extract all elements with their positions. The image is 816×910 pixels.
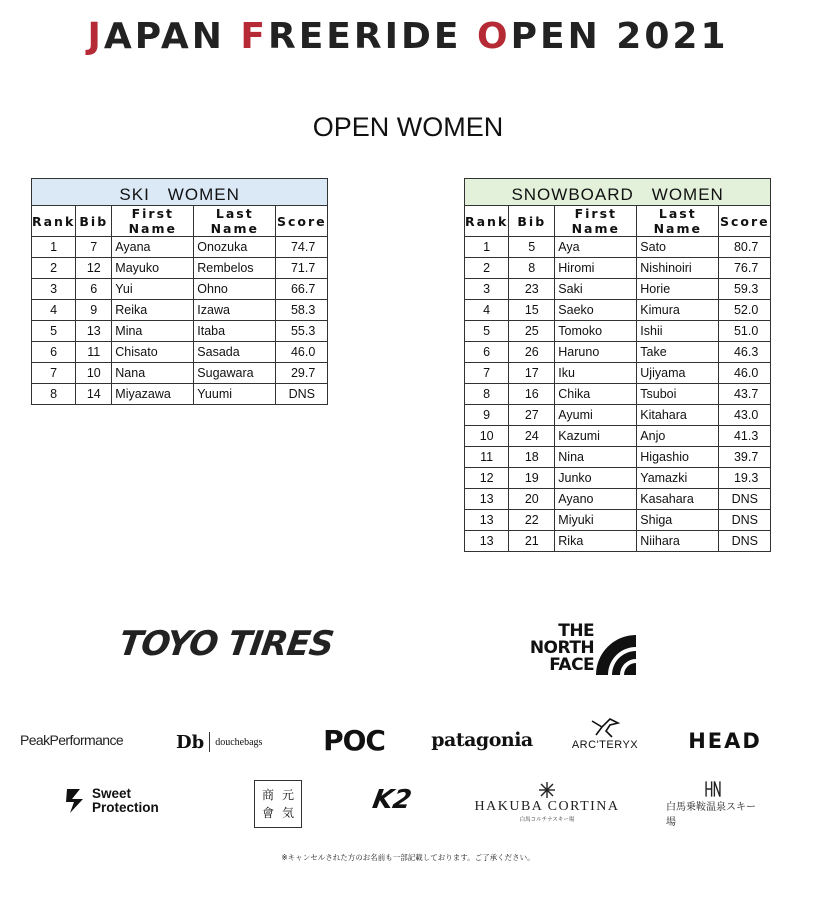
last-name-cell: Onozuka bbox=[194, 237, 276, 258]
score-cell: 39.7 bbox=[719, 447, 771, 468]
first-name-cell: Haruno bbox=[555, 342, 637, 363]
rank-cell: 1 bbox=[32, 237, 76, 258]
score-cell: 66.7 bbox=[276, 279, 328, 300]
cancellation-note: ※キャンセルされた方のお名前も一部記載しております。ご了承ください。 bbox=[281, 853, 535, 862]
col-last-name: Last Name bbox=[194, 206, 276, 237]
table-row bbox=[465, 510, 771, 531]
first-name-cell: Tomoko bbox=[555, 321, 637, 342]
head-logo: HEAD bbox=[688, 729, 762, 753]
table-row bbox=[465, 405, 771, 426]
bib-cell: 5 bbox=[509, 237, 555, 258]
rank-cell: 5 bbox=[32, 321, 76, 342]
rank-cell: 7 bbox=[32, 363, 76, 384]
last-name-cell: Horie bbox=[637, 279, 719, 300]
first-name-cell: Aya bbox=[555, 237, 637, 258]
first-name-cell: Mina bbox=[112, 321, 194, 342]
last-name-cell: Niihara bbox=[637, 531, 719, 552]
rank-cell: 1 bbox=[465, 237, 509, 258]
score-cell: 46.3 bbox=[719, 342, 771, 363]
first-name-cell: Nana bbox=[112, 363, 194, 384]
last-name-cell: Higashio bbox=[637, 447, 719, 468]
bib-cell: 25 bbox=[509, 321, 555, 342]
last-name-cell: Anjo bbox=[637, 426, 719, 447]
table-row bbox=[465, 279, 771, 300]
bib-cell: 22 bbox=[509, 510, 555, 531]
hakuba-cortina-logo bbox=[474, 778, 620, 826]
sweet-protection-wordmark bbox=[92, 787, 159, 815]
col-first-name: First Name bbox=[112, 206, 194, 237]
bib-cell: 26 bbox=[509, 342, 555, 363]
hakuba-norikura-wordmark: 白馬乗鞍温泉スキー場 bbox=[666, 802, 756, 828]
score-cell: 51.0 bbox=[719, 321, 771, 342]
seal-char: 會 bbox=[261, 806, 274, 820]
bib-cell: 6 bbox=[76, 279, 112, 300]
rank-cell: 4 bbox=[32, 300, 76, 321]
first-name-cell: Reika bbox=[112, 300, 194, 321]
bib-cell: 9 bbox=[76, 300, 112, 321]
score-cell: 43.0 bbox=[719, 405, 771, 426]
bib-cell: 19 bbox=[509, 468, 555, 489]
tnf-wordmark bbox=[529, 620, 595, 675]
score-cell: 76.7 bbox=[719, 258, 771, 279]
table-row bbox=[32, 300, 328, 321]
bib-cell: 24 bbox=[509, 426, 555, 447]
rank-cell: 3 bbox=[465, 279, 509, 300]
table-row bbox=[32, 279, 328, 300]
col-rank: Rank bbox=[465, 206, 509, 237]
snowflake-icon bbox=[538, 781, 556, 799]
first-name-cell: Miyuki bbox=[555, 510, 637, 531]
last-name-cell: Ishii bbox=[637, 321, 719, 342]
ski-table-title: SKI WOMEN bbox=[32, 179, 328, 206]
first-name-cell: Miyazawa bbox=[112, 384, 194, 405]
seal-char: 元 bbox=[281, 788, 294, 802]
bib-cell: 18 bbox=[509, 447, 555, 468]
bib-cell: 12 bbox=[76, 258, 112, 279]
first-name-cell: Chika bbox=[555, 384, 637, 405]
table-row bbox=[465, 321, 771, 342]
the-north-face-logo bbox=[524, 620, 644, 676]
tnf-line-1: THE bbox=[558, 620, 595, 641]
last-name-cell: Rembelos bbox=[194, 258, 276, 279]
rank-cell: 13 bbox=[465, 531, 509, 552]
hn-monogram-icon bbox=[699, 780, 727, 798]
first-name-cell: Junko bbox=[555, 468, 637, 489]
table-row bbox=[32, 258, 328, 279]
score-cell: 29.7 bbox=[276, 363, 328, 384]
rank-cell: 2 bbox=[32, 258, 76, 279]
hakuba-cortina-subtext: 白馬コルチナスキー場 bbox=[519, 817, 575, 823]
first-name-cell: Nina bbox=[555, 447, 637, 468]
score-cell: DNS bbox=[719, 510, 771, 531]
sweet-protection-logo bbox=[64, 786, 176, 816]
seal-char: 商 bbox=[261, 788, 274, 802]
db-mark: Db bbox=[176, 731, 205, 753]
score-cell: 71.7 bbox=[276, 258, 328, 279]
table-row bbox=[465, 363, 771, 384]
table-row bbox=[32, 321, 328, 342]
score-cell: 46.0 bbox=[276, 342, 328, 363]
last-name-cell: Izawa bbox=[194, 300, 276, 321]
score-cell: 59.3 bbox=[719, 279, 771, 300]
col-bib: Bib bbox=[76, 206, 112, 237]
first-name-cell: Saki bbox=[555, 279, 637, 300]
db-wordmark: douchebags bbox=[215, 736, 263, 748]
db-divider bbox=[209, 732, 210, 752]
patagonia-logo: patagonia bbox=[431, 729, 533, 751]
col-first-name: First Name bbox=[555, 206, 637, 237]
rank-cell: 4 bbox=[465, 300, 509, 321]
rank-cell: 13 bbox=[465, 510, 509, 531]
first-name-cell: Ayumi bbox=[555, 405, 637, 426]
last-name-cell: Sato bbox=[637, 237, 719, 258]
first-name-cell: Saeko bbox=[555, 300, 637, 321]
sweet-line-1: Sweet bbox=[92, 786, 132, 801]
score-cell: DNS bbox=[719, 489, 771, 510]
first-name-cell: Iku bbox=[555, 363, 637, 384]
archaeopteryx-icon bbox=[588, 715, 622, 739]
col-last-name: Last Name bbox=[637, 206, 719, 237]
first-name-cell: Ayano bbox=[555, 489, 637, 510]
title-year: 2021 bbox=[616, 16, 729, 57]
score-cell: 46.0 bbox=[719, 363, 771, 384]
bib-cell: 10 bbox=[76, 363, 112, 384]
table-row bbox=[465, 342, 771, 363]
last-name-cell: Kasahara bbox=[637, 489, 719, 510]
col-bib: Bib bbox=[509, 206, 555, 237]
last-name-cell: Yuumi bbox=[194, 384, 276, 405]
arcteryx-logo bbox=[568, 710, 642, 756]
table-row bbox=[465, 489, 771, 510]
table-row bbox=[32, 237, 328, 258]
bib-cell: 16 bbox=[509, 384, 555, 405]
half-dome-icon bbox=[594, 621, 638, 675]
last-name-cell: Sugawara bbox=[194, 363, 276, 384]
rank-cell: 11 bbox=[465, 447, 509, 468]
score-cell: 80.7 bbox=[719, 237, 771, 258]
first-name-cell: Kazumi bbox=[555, 426, 637, 447]
last-name-cell: Nishinoiri bbox=[637, 258, 719, 279]
bib-cell: 8 bbox=[509, 258, 555, 279]
last-name-cell: Itaba bbox=[194, 321, 276, 342]
col-rank: Rank bbox=[32, 206, 76, 237]
snowboard-women-results-table bbox=[464, 178, 771, 552]
rank-cell: 12 bbox=[465, 468, 509, 489]
first-name-cell: Mayuko bbox=[112, 258, 194, 279]
seal-characters bbox=[258, 786, 298, 822]
score-cell: 55.3 bbox=[276, 321, 328, 342]
hakuba-cortina-wordmark: HAKUBA CORTINA bbox=[474, 799, 620, 814]
first-name-cell: Yui bbox=[112, 279, 194, 300]
bib-cell: 14 bbox=[76, 384, 112, 405]
sweet-line-2: Protection bbox=[92, 800, 159, 815]
last-name-cell: Tsuboi bbox=[637, 384, 719, 405]
poc-logo: POC bbox=[323, 723, 385, 757]
first-name-cell: Hiromi bbox=[555, 258, 637, 279]
title-word-2: FREERIDE bbox=[240, 16, 462, 57]
category-title: OPEN WOMEN bbox=[312, 112, 504, 142]
table-row bbox=[465, 468, 771, 489]
table-row bbox=[465, 531, 771, 552]
rank-cell: 7 bbox=[465, 363, 509, 384]
bib-cell: 23 bbox=[509, 279, 555, 300]
score-cell: 19.3 bbox=[719, 468, 771, 489]
table-row bbox=[465, 384, 771, 405]
first-name-cell: Rika bbox=[555, 531, 637, 552]
last-name-cell: Ohno bbox=[194, 279, 276, 300]
rank-cell: 8 bbox=[32, 384, 76, 405]
table-row bbox=[465, 258, 771, 279]
score-cell: 43.7 bbox=[719, 384, 771, 405]
table-row bbox=[465, 300, 771, 321]
title-word-1: JAPAN bbox=[87, 16, 225, 57]
rank-cell: 2 bbox=[465, 258, 509, 279]
bib-cell: 7 bbox=[76, 237, 112, 258]
bib-cell: 20 bbox=[509, 489, 555, 510]
rank-cell: 9 bbox=[465, 405, 509, 426]
peak-performance-logo: PeakPerformance bbox=[20, 732, 124, 748]
sweet-protection-icon bbox=[64, 787, 86, 815]
score-cell: 52.0 bbox=[719, 300, 771, 321]
bib-cell: 13 bbox=[76, 321, 112, 342]
rank-cell: 5 bbox=[465, 321, 509, 342]
rank-cell: 6 bbox=[32, 342, 76, 363]
rank-cell: 6 bbox=[465, 342, 509, 363]
tnf-line-3: FACE bbox=[549, 654, 595, 675]
bib-cell: 17 bbox=[509, 363, 555, 384]
score-cell: 58.3 bbox=[276, 300, 328, 321]
bib-cell: 27 bbox=[509, 405, 555, 426]
last-name-cell: Yamazki bbox=[637, 468, 719, 489]
table-row bbox=[32, 384, 328, 405]
table-row bbox=[465, 426, 771, 447]
first-name-cell: Ayana bbox=[112, 237, 194, 258]
last-name-cell: Ujiyama bbox=[637, 363, 719, 384]
toyo-tires-logo: TOYO TIRES bbox=[116, 624, 336, 664]
arcteryx-wordmark: ARC'TERYX bbox=[571, 739, 639, 751]
last-name-cell: Kimura bbox=[637, 300, 719, 321]
genki-kai-seal-logo bbox=[254, 780, 302, 828]
rank-cell: 10 bbox=[465, 426, 509, 447]
score-cell: 74.7 bbox=[276, 237, 328, 258]
rank-cell: 8 bbox=[465, 384, 509, 405]
table-row bbox=[465, 447, 771, 468]
table-row bbox=[32, 342, 328, 363]
last-name-cell: Shiga bbox=[637, 510, 719, 531]
rank-cell: 13 bbox=[465, 489, 509, 510]
k2-logo: K2 bbox=[370, 785, 414, 815]
tnf-line-2: NORTH bbox=[529, 637, 595, 658]
ski-women-results-table bbox=[31, 178, 328, 405]
douchebags-logo bbox=[176, 730, 276, 754]
first-name-cell: Chisato bbox=[112, 342, 194, 363]
score-cell: DNS bbox=[276, 384, 328, 405]
table-row bbox=[465, 237, 771, 258]
col-score: Score bbox=[276, 206, 328, 237]
event-title bbox=[0, 16, 816, 57]
bib-cell: 21 bbox=[509, 531, 555, 552]
score-cell: DNS bbox=[719, 531, 771, 552]
bib-cell: 11 bbox=[76, 342, 112, 363]
score-cell: 41.3 bbox=[719, 426, 771, 447]
table-row bbox=[32, 363, 328, 384]
col-score: Score bbox=[719, 206, 771, 237]
rank-cell: 3 bbox=[32, 279, 76, 300]
bib-cell: 15 bbox=[509, 300, 555, 321]
last-name-cell: Sasada bbox=[194, 342, 276, 363]
title-word-3: OPEN bbox=[477, 16, 601, 57]
last-name-cell: Take bbox=[637, 342, 719, 363]
hakuba-norikura-logo bbox=[666, 780, 760, 828]
snowboard-table-title: SNOWBOARD WOMEN bbox=[465, 179, 771, 206]
seal-char: 気 bbox=[281, 806, 294, 820]
last-name-cell: Kitahara bbox=[637, 405, 719, 426]
